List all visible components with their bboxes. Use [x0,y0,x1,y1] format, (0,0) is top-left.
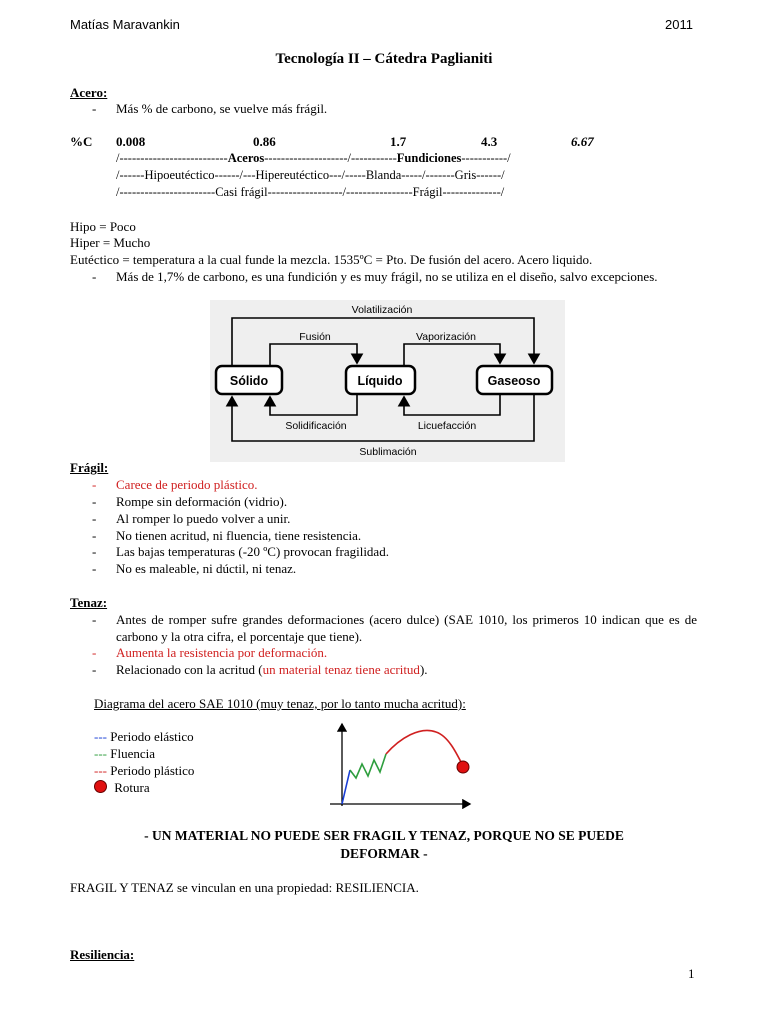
curve-elastico [342,770,350,804]
bullet-dash: - [92,494,97,509]
label-solidificacion: Solidificación [285,420,347,432]
carbon-value: 0.008 [116,134,146,149]
bullet-dash: - [92,612,97,627]
rotura-dot-icon [94,780,107,793]
carbon-value: 1.7 [390,134,407,149]
fundicion-bullet: Más de 1,7% de carbono, es una fundición y es muy frágil, no se utiliza en el diseño, salvo excepciones. [116,269,658,284]
resiliencia-intro: FRAGIL Y TENAZ se vinculan en una propiedad: RESILIENCIA. [70,880,419,895]
header-author: Matías Maravankin [70,17,180,32]
steel-range-row: /--------------------------Aceros--------------------/-----------Fundiciones-----------/ [116,151,511,165]
bullet-dash: - [92,101,97,116]
stress-strain-diagram [320,718,480,818]
fragil-item: Al romper lo puedo volver a unir. [116,511,291,526]
sae-diagram-caption: Diagrama del acero SAE 1010 (muy tenaz, por lo tanto mucha acritud): [94,696,466,711]
tenaz-heading: Tenaz: [70,595,108,610]
curve-fluencia [350,754,386,778]
def-eutectico: Eutéctico = temperatura a la cual funde la mezcla. 1535ºC = Pto. De fusión del acero. Acero liquido. [70,252,593,267]
legend-item-elastico: --- Periodo elástico [94,729,194,744]
label-vaporizacion: Vaporización [416,331,476,343]
phase-change-diagram [210,300,565,462]
bullet-dash: - [92,645,97,660]
steel-type-row: /------Hipoeutéctico------/---Hipereutéctico---/-----Blanda-----/-------Gris------/ [116,168,505,182]
state-gaseoso: Gaseoso [487,374,541,388]
page-title: Tecnología II – Cátedra Paglianiti [275,51,493,67]
rotura-point [457,761,469,773]
fragil-item: No tienen acritud, ni fluencia, tiene resistencia. [116,528,362,543]
fragil-item: Rompe sin deformación (vidrio). [116,494,288,509]
label-volatilizacion: Volatilización [351,304,413,316]
tenaz-item: Aumenta la resistencia por deformación. [116,645,328,660]
legend-item-plastico: --- Periodo plástico [94,763,195,778]
statement-line-1: - UN MATERIAL NO PUEDE SER FRAGIL Y TENAZ, PORQUE NO SE PUEDE [144,828,624,843]
state-liquido: Líquido [357,374,403,388]
label-sublimacion: Sublimación [359,446,417,458]
carbon-value: 0.86 [253,134,276,149]
def-hiper: Hiper = Mucho [70,235,151,250]
fragil-heading: Frágil: [70,460,109,475]
def-hipo: Hipo = Poco [70,219,136,234]
fragil-item: Carece de periodo plástico. [116,477,258,492]
tenaz-item: Antes de romper sufre grandes deformaciones (acero dulce) (SAE 1010, los primeros 10 indican que es de carbono y la otra cifra, el porcentaje que tiene). [116,612,697,644]
bullet-dash: - [92,528,97,543]
bullet-dash: - [92,269,97,284]
resiliencia-heading: Resiliencia: [70,947,135,962]
bullet-dash: - [92,544,97,559]
acero-bullet: Más % de carbono, se vuelve más frágil. [116,101,328,116]
tenaz-item: Relacionado con la acritud (un material tenaz tiene acritud). [116,662,428,677]
fragil-item: No es maleable, ni dúctil, ni tenaz. [116,561,297,576]
statement-line-2: DEFORMAR - [340,846,428,861]
label-licuefaccion: Licuefacción [417,420,477,432]
acero-heading: Acero: [70,85,108,100]
legend-item-fluencia: --- Fluencia [94,746,156,761]
curve-plastico [386,730,463,766]
fragility-row: /-----------------------Casi frágil------------------/----------------Frágil--------------/ [116,185,505,199]
header-year: 2011 [665,17,693,32]
label-fusion: Fusión [299,331,331,343]
carbon-scale-label: %C [70,134,93,149]
legend-item-rotura: Rotura [94,780,150,796]
carbon-value: 6.67 [571,134,594,149]
fragil-item: Las bajas temperaturas (-20 ºC) provocan fragilidad. [116,544,389,559]
bullet-dash: - [92,511,97,526]
page-number: 1 [688,966,695,981]
bullet-dash: - [92,561,97,576]
bullet-dash: - [92,477,97,492]
state-solido: Sólido [229,374,269,388]
carbon-value: 4.3 [481,134,498,149]
bullet-dash: - [92,662,97,677]
